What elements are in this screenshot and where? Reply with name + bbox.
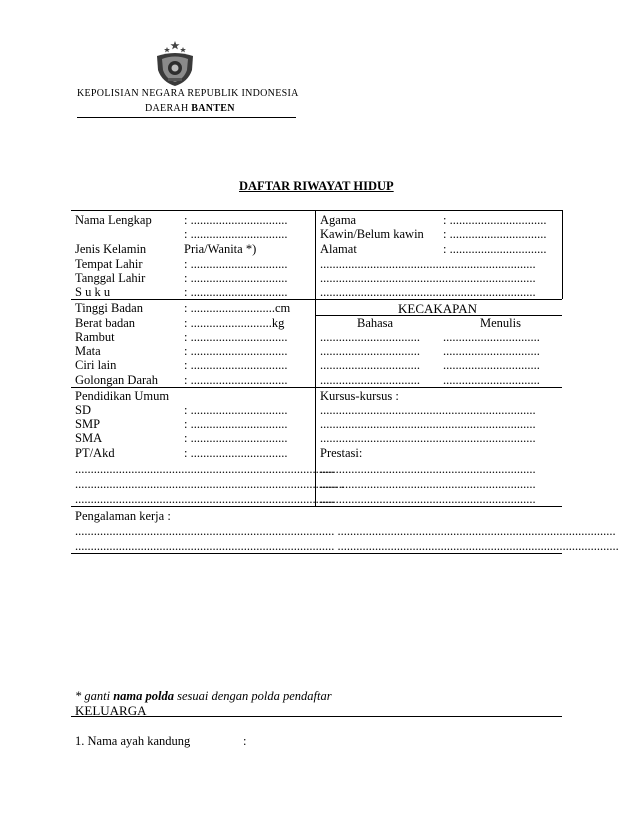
table-top-border (71, 210, 562, 211)
field-label: Rambut (75, 330, 115, 344)
table-right-border (562, 210, 563, 299)
field-value: : ............................... (184, 417, 288, 431)
pengalaman-dotline: ................................................................................... ......................................................................................... (75, 524, 616, 538)
kecakapan-cell: ................................ (320, 373, 420, 387)
pengalaman-title: Pengalaman kerja : (75, 509, 171, 523)
pendidikan-dotline: ................................................................................... (75, 492, 335, 506)
field-value: : ............................... (184, 446, 288, 460)
field-label: Nama Lengkap (75, 213, 152, 227)
field-label: Berat badan (75, 316, 136, 330)
table-divider-2 (71, 387, 562, 388)
item-nama-ayah-label: 1. Nama ayah kandung (75, 734, 191, 748)
field-value: : ............................... (443, 242, 547, 256)
field-label: Golongan Darah (75, 373, 158, 387)
kecakapan-cell: ................................ (320, 344, 420, 358)
kecakapan-cell: ................................ (320, 330, 420, 344)
field-label: Kawin/Belum kawin (320, 227, 424, 241)
field-value: : ............................... (443, 227, 547, 241)
prestasi-dotline: ..................................................................... (320, 492, 536, 506)
kursus-dotline: ..................................................................... (320, 431, 536, 445)
field-label: SD (75, 403, 91, 417)
table-bottom-border (71, 553, 562, 554)
field-label: Alamat (320, 242, 357, 256)
kursus-title: Kursus-kursus : (320, 389, 399, 403)
field-label: Jenis Kelamin (75, 242, 147, 256)
field-value: : ..........................kg (184, 316, 285, 330)
field-value: : ............................... (184, 227, 288, 241)
field-label: Tinggi Badan (75, 301, 143, 315)
field-value: : ............................... (184, 403, 288, 417)
table-divider-3 (71, 506, 562, 507)
field-value: : ............................... (184, 257, 288, 271)
police-emblem-logo (150, 40, 200, 88)
kecakapan-cell: ............................... (443, 358, 540, 372)
kursus-dotline: ..................................................................... (320, 403, 536, 417)
field-label: SMP (75, 417, 101, 431)
field-label: PT/Akd (75, 446, 115, 460)
footnote (75, 690, 332, 703)
field-label: Ciri lain (75, 358, 117, 372)
field-label: S u k u (75, 285, 111, 299)
header-region-prefix: DAERAH (145, 103, 192, 114)
kecakapan-col-menulis: Menulis (480, 316, 521, 330)
field-label: Mata (75, 344, 101, 358)
kecakapan-cell: ............................... (443, 330, 540, 344)
header-region (145, 103, 235, 114)
kecakapan-cell: ............................... (443, 373, 540, 387)
address-dotline: ..................................................................... (320, 257, 536, 271)
field-value: : ............................... (184, 271, 288, 285)
keluarga-underline (71, 716, 562, 717)
field-label: Agama (320, 213, 357, 227)
header-institution: KEPOLISIAN NEGARA REPUBLIK INDONESIA (77, 88, 299, 99)
field-value: : ............................... (184, 431, 288, 445)
field-value: : ............................... (184, 358, 288, 372)
kursus-dotline: ..................................................................... (320, 417, 536, 431)
pendidikan-dotline: .................................................................................... . (75, 477, 344, 491)
kecakapan-cell: ................................ (320, 358, 420, 372)
item-nama-ayah-colon: : (243, 734, 247, 748)
field-label: Tanggal Lahir (75, 271, 146, 285)
footnote-prefix: * ganti (75, 689, 114, 703)
field-value: : ............................... (443, 213, 547, 227)
header-region-name: BANTEN (191, 103, 235, 114)
field-label: SMA (75, 431, 103, 445)
section-keluarga: KELUARGA (75, 703, 147, 718)
pendidikan-title: Pendidikan Umum (75, 389, 170, 403)
kecakapan-cell: ............................... (443, 344, 540, 358)
table-divider-1 (71, 299, 562, 300)
kecakapan-title: KECAKAPAN (398, 301, 477, 316)
pendidikan-dotline: ................................................................................... (75, 462, 335, 476)
pengalaman-dotline: ................................................................................... .......................................................................................... (75, 539, 619, 553)
field-value: : ............................... (184, 285, 288, 299)
prestasi-title: Prestasi: (320, 446, 363, 460)
prestasi-dotline: ..................................................................... (320, 462, 536, 476)
field-value: : ............................... (184, 373, 288, 387)
address-dotline: ..................................................................... (320, 271, 536, 285)
footnote-bold: nama polda (113, 689, 174, 703)
page-title: DAFTAR RIWAYAT HIDUP (239, 179, 394, 193)
field-value: : ............................... (184, 330, 288, 344)
prestasi-dotline: ..................................................................... (320, 477, 536, 491)
field-value: : ............................... (184, 213, 288, 227)
kecakapan-col-bahasa: Bahasa (357, 316, 394, 330)
field-value: : ............................... (184, 344, 288, 358)
field-label: Tempat Lahir (75, 257, 143, 271)
footnote-suffix: sesuai dengan polda pendaftar (173, 689, 332, 703)
address-dotline: ..................................................................... (320, 285, 536, 299)
header-underline (77, 117, 296, 118)
field-value: : ...........................cm (184, 301, 291, 315)
field-value: Pria/Wanita *) (184, 242, 257, 256)
